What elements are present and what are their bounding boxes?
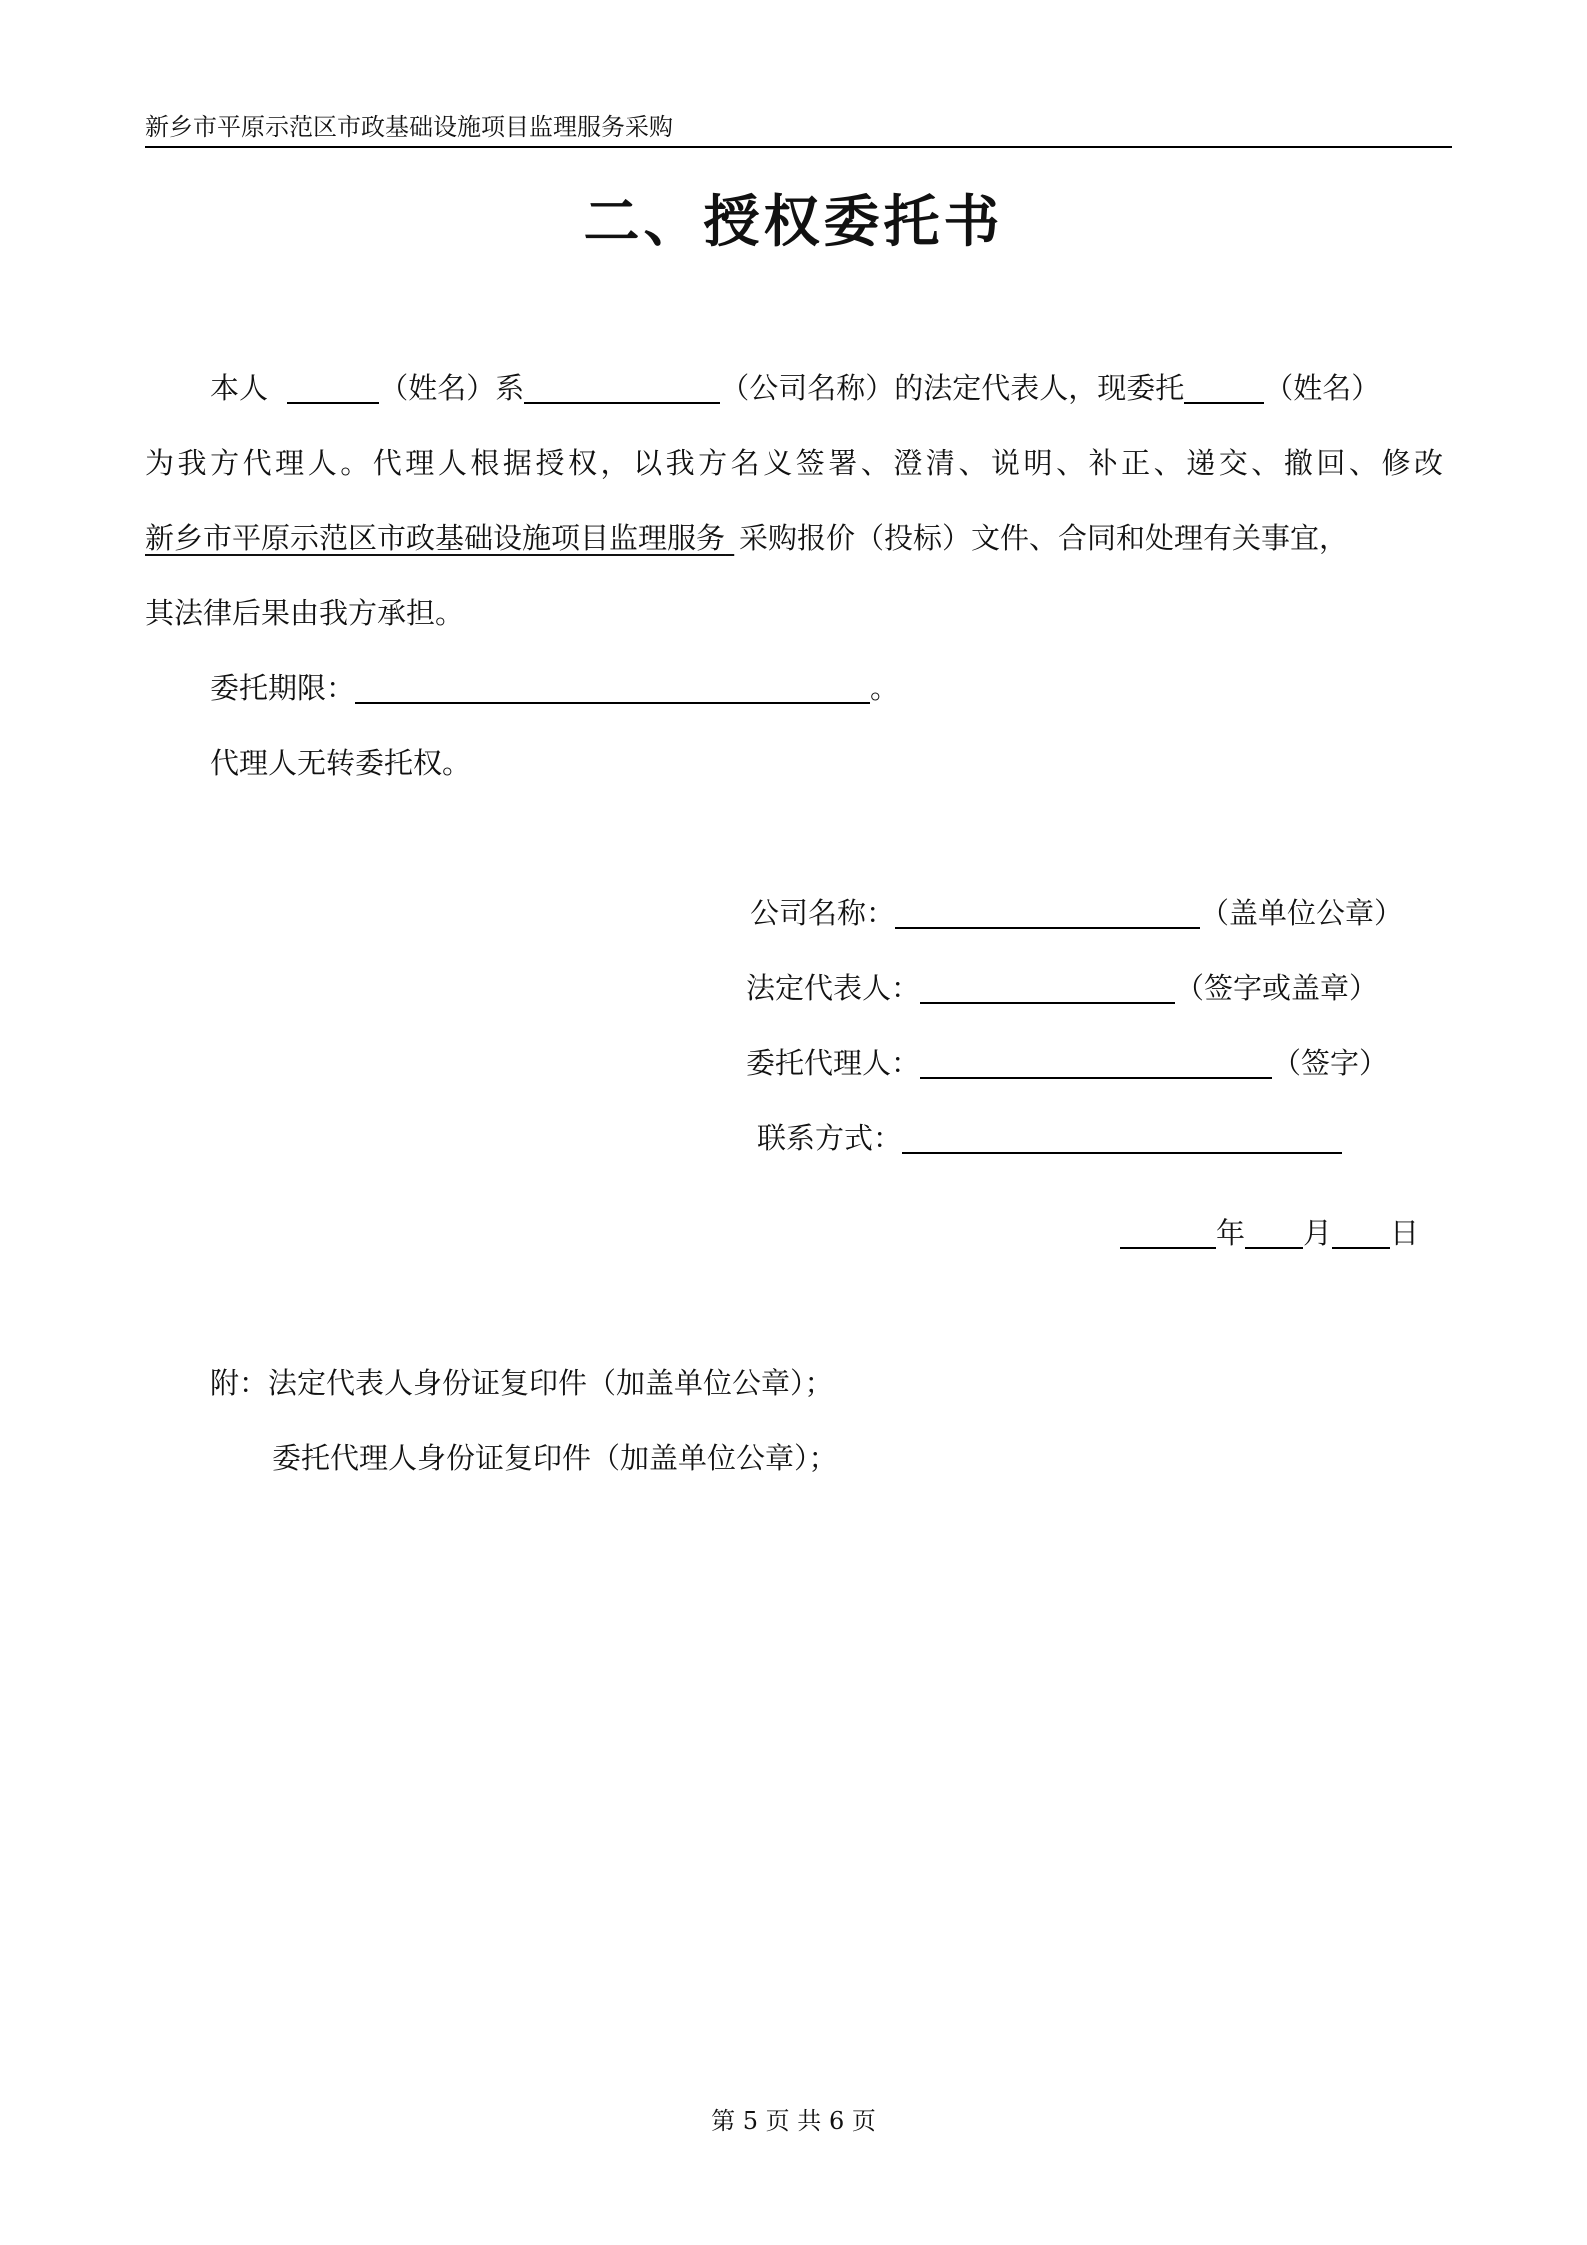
company-blank — [524, 372, 720, 404]
agent-blank — [920, 1047, 1272, 1079]
text-ben-ren: 本人 — [210, 371, 269, 405]
agent-label: 委托代理人： — [746, 1046, 921, 1080]
name-blank — [287, 372, 379, 404]
page-header — [145, 112, 1452, 148]
text-line3-rest: 采购报价（投标）文件、合同和处理有关事宜， — [739, 521, 1349, 555]
contact-blank — [902, 1122, 1342, 1154]
page-footer: 第 5 页 共 6 页 — [711, 2107, 876, 2135]
paragraph-line-1 — [210, 368, 1380, 408]
agent-name-blank — [1184, 372, 1264, 404]
term-label: 委托期限： — [210, 671, 356, 705]
year-label: 年 — [1216, 1216, 1246, 1250]
month-blank — [1245, 1217, 1303, 1249]
company-signature-blank — [895, 897, 1200, 929]
project-name: 新乡市平原示范区市政基础设施项目监理服务 — [145, 521, 726, 555]
project-underline-tail — [725, 518, 739, 558]
company-label: 公司名称： — [750, 896, 896, 930]
paragraph-line-2: 为我方代理人。代理人根据授权，以我方名义签署、澄清、说明、补正、递交、撤回、修改 — [145, 446, 1443, 480]
day-blank — [1332, 1217, 1390, 1249]
contact-line — [757, 1118, 1342, 1158]
company-note: （盖单位公章） — [1200, 896, 1404, 930]
year-blank — [1120, 1217, 1216, 1249]
text-company-legal-rep: （公司名称）的法定代表人，现委托 — [720, 371, 1185, 405]
text-xingming-xi: （姓名）系 — [379, 371, 525, 405]
page-title: 二、授权委托书 — [583, 190, 1004, 255]
text-xingming-2: （姓名） — [1264, 371, 1381, 405]
header-text: 新乡市平原示范区市政基础设施项目监理服务采购 — [145, 113, 673, 141]
contact-label: 联系方式： — [757, 1121, 903, 1155]
paragraph-line-4: 其法律后果由我方承担。 — [145, 596, 465, 630]
agent-note: （签字） — [1272, 1046, 1389, 1080]
term-end: 。 — [870, 671, 900, 705]
no-transfer-line: 代理人无转委托权。 — [210, 746, 472, 780]
legal-rep-signature-line — [746, 968, 1378, 1008]
month-label: 月 — [1303, 1216, 1333, 1250]
paragraph-line-3 — [145, 518, 1348, 558]
agent-signature-line — [746, 1043, 1388, 1083]
term-blank — [355, 672, 870, 704]
legal-rep-note: （签字或盖章） — [1175, 971, 1379, 1005]
attachment-line-2: 委托代理人身份证复印件（加盖单位公章）； — [272, 1441, 838, 1475]
term-line — [210, 668, 899, 708]
date-line — [1120, 1213, 1419, 1253]
attachment-line-1: 附：法定代表人身份证复印件（加盖单位公章）； — [210, 1366, 834, 1400]
legal-rep-label: 法定代表人： — [746, 971, 921, 1005]
legal-rep-blank — [920, 972, 1175, 1004]
company-signature-line — [750, 893, 1403, 933]
day-label: 日 — [1390, 1216, 1420, 1250]
